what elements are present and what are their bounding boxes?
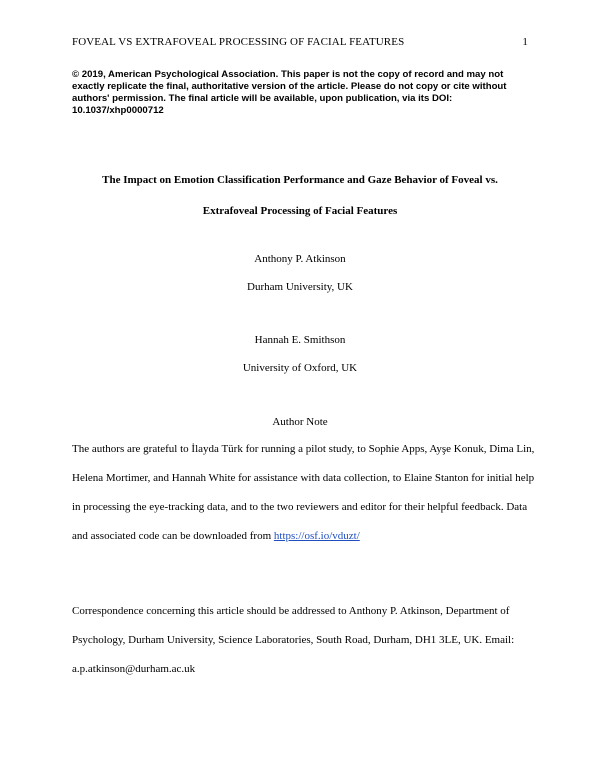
correspondence-paragraph: Correspondence concerning this article should be addressed to Anthony P. Atkinson, Department of Psychology, Durham University, Science Laboratories, South Road, Durham, DH1 3LE, UK. Email: a.p.atkinson@durham.ac.uk bbox=[72, 605, 515, 675]
running-title: FOVEAL VS EXTRAFOVEAL PROCESSING OF FACIAL FEATURES bbox=[72, 36, 405, 48]
author-name-2: Hannah E. Smithson bbox=[254, 334, 346, 346]
paper-title-line-2: Extrafoveal Processing of Facial Features bbox=[202, 205, 398, 217]
author-note-heading: Author Note bbox=[272, 416, 328, 428]
paper-title-line-1: The Impact on Emotion Classification Performance and Gaze Behavior of Foveal vs. bbox=[102, 174, 498, 186]
author-note-text: The authors are grateful to İlayda Türk for running a pilot study, to Sophie Apps, Ayşe Konuk, Dima Lin, Helena Mortimer, and Hannah White for assistance with data collection, to Elaine Stanton for initial help in processing the eye-tracking data, and to the two reviewers and editor for their helpful feedback. Data and associated code can be downloaded from bbox=[72, 443, 535, 542]
data-link[interactable]: https://osf.io/vduzt/ bbox=[273, 530, 360, 542]
author-affiliation-1: Durham University, UK bbox=[247, 281, 353, 293]
copyright-notice: © 2019, American Psychological Association. This paper is not the copy of record and may not exactly replicate the final, authoritative version of the article. Please do not copy or cite without authors' permission. The final article will be available, upon publication, via its DOI: 10.1037/xhp0000712 bbox=[72, 69, 507, 116]
page-number: 1 bbox=[522, 36, 528, 48]
author-name-1: Anthony P. Atkinson bbox=[254, 253, 346, 265]
paper-title bbox=[60, 165, 540, 227]
author-note-paragraph bbox=[72, 435, 542, 551]
author-affiliation-2: University of Oxford, UK bbox=[242, 362, 358, 374]
